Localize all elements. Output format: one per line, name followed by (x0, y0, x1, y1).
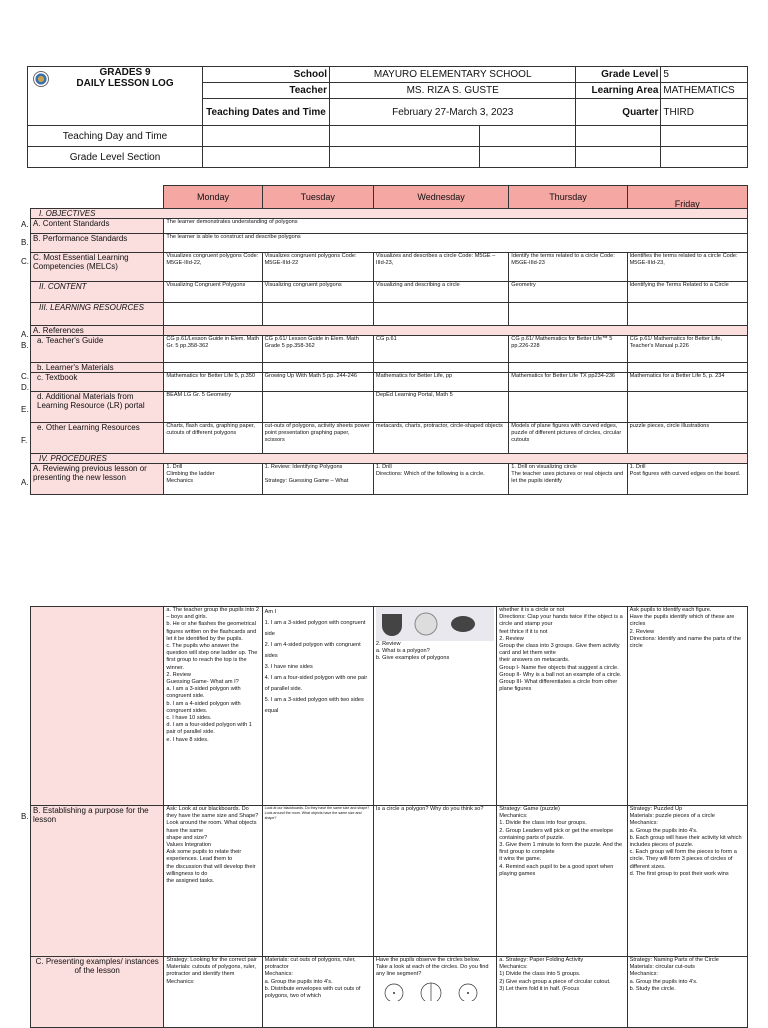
teacher-value: MS. RIZA S. GUSTE (330, 83, 576, 99)
content-thursday: Geometry (509, 282, 627, 303)
purpose-monday: Ask: Look at our blackboards. Do they have the same size and Shape? Look around the room. What objects have the same shape and size? Values Integration Ask some pupils to relate their experiences. Lead them to the discussion that will develop their willingness to do the assigned tasks. (164, 806, 262, 957)
melc-thursday: Identify the terms related to a circle Code: M5GE-IIId-23 (509, 253, 627, 282)
learners-label: b. Learner's Materials (31, 363, 164, 373)
marker-c: C. (21, 257, 29, 266)
other-wednesday: metacards, charts, protractor, circle-shaped objects (373, 423, 508, 454)
tg-tuesday: CG p.61/ Lesson Guide in Elem. Math Grade 5 pp.358-362 (262, 336, 373, 363)
other-friday: puzzle pieces, circle illustrations (627, 423, 747, 454)
additional-tuesday (262, 392, 373, 423)
dates-value: February 27-March 3, 2023 (330, 99, 576, 126)
other-monday: Charts, flash cards, graphing paper, cutouts of different polygons (164, 423, 262, 454)
melc-wednesday: Visualizes and describes a circle Code: M5GE – IIId-23, (373, 253, 508, 282)
grade-level-value: 5 (661, 67, 748, 83)
teacher-label: Teacher (203, 83, 330, 99)
melc-friday: Identifies the terms related to a circle Code: M5GE-IIId-23, (627, 253, 747, 282)
references-label: A. References (31, 326, 164, 336)
textbook-wednesday: Mathematics for Better Life, pp (373, 373, 508, 392)
dates-label: Teaching Dates and Time (203, 99, 330, 126)
tg-thursday: CG p.61/ Mathematics for Better Life™ 5 pp.226-228 (509, 336, 627, 363)
cont-thursday: whether it is a circle or not Directions: Clap your hands twice if the object is a circle and stamp your feet thrice if it is not 2. Review Group the class into 3 groups. Give them activity card and let them write their answers on metacards. Group I- Name five objects that suggest a circle. Group II- Why is a ball not an example of a circle. Group III- What differentiates a circle from other plane figures (497, 607, 627, 806)
resources-label: III. LEARNING RESOURCES (31, 303, 164, 326)
purpose-wednesday: Is a circle a polygon? Why do you think so? (373, 806, 496, 957)
title-cell (28, 67, 203, 126)
presenting-label: C. Presenting examples/ instances of the lesson (31, 957, 164, 1028)
cont-friday: Ask pupils to identify each figure. Have the pupils identify which of these are circles 2. Review Directions: Identify and name the parts of the circle (627, 607, 747, 806)
marker-a3: A. (21, 478, 29, 487)
quarter-label: Quarter (576, 99, 661, 126)
marker-c2: C. (21, 372, 29, 381)
textbook-label: c. Textbook (31, 373, 164, 392)
marker-b: B. (21, 238, 29, 247)
purpose-label: B. Establishing a purpose for the lesson (31, 806, 164, 957)
quarter-value: THIRD (661, 99, 748, 126)
textbook-tuesday: Growing Up With Math 5 pp. 244-246 (262, 373, 373, 392)
melc-label: C. Most Essential Learning Competencies (MELCs) (31, 253, 164, 282)
other-resources-label: e. Other Learning Resources (31, 423, 164, 454)
additional-wednesday: DepEd Learning Portal, Math 5 (373, 392, 508, 423)
additional-thursday (509, 392, 627, 423)
reviewing-tuesday: 1. Review: Identifying Polygons Strategy: Guessing Game – What (262, 464, 373, 495)
marker-b2: B. (21, 341, 29, 350)
textbook-friday: Mathematics for a Better Life 5, p. 234 (627, 373, 747, 392)
textbook-monday: Mathematics for Better Life 5, p.350 (164, 373, 262, 392)
performance-label: B. Performance Standards (31, 234, 164, 253)
additional-label: d. Additional Materials from Learning Resource (LR) portal (31, 392, 164, 423)
presenting-friday: Strategy: Naming Parts of the Circle Materials: circular cut-outs Mechanics: a. Group the pupils into 4's. b. Study the circle. (627, 957, 747, 1028)
tg-friday: CG p.61/ Mathematics for Better Life, Teacher's Manual p.226 (627, 336, 747, 363)
marker-d2: D. (21, 383, 29, 392)
cont-label-blank (31, 607, 164, 806)
performance-value: The learner is able to construct and describe polygons (164, 234, 748, 253)
log-title: DAILY LESSON LOG (76, 78, 174, 89)
school-label: School (203, 67, 330, 83)
day-header-tuesday: Tuesday (262, 186, 373, 209)
day-header-monday: Monday (164, 186, 262, 209)
cont-monday: a. The teacher group the pupils into 2 – boys and girls. b. He or she flashes the geometrical figures written on the flashcards and let it be identified by the pupils. c. The pupils who answer the question will step one ladder up. The first group to reach the top is the winner. 2. Review Guessing Game- What am I? a. I am a 3-sided polygon with congruent side. b. I am a 4-sided polygon with congruent sides. c. I have 10 sides. d. I am a four-sided polygon with 1 pair of parallel side. e. I have 8 sides. (164, 607, 262, 806)
content-tuesday: Visualizing congruent polygons (262, 282, 373, 303)
day-header-friday: Friday (627, 186, 747, 209)
procedures-heading: IV. PROCEDURES (31, 454, 748, 464)
day-time-label: Teaching Day and Time (28, 126, 203, 147)
marker-b3: B. (21, 812, 29, 821)
additional-monday: BEAM LG Gr. 5 Geometry (164, 392, 262, 423)
content-standards-label: A. Content Standards (31, 219, 164, 234)
presenting-wednesday-cell (373, 957, 496, 1028)
learning-area-value: MATHEMATICS (661, 83, 748, 99)
melc-tuesday: Visualizes congruent polygons Code: M5GE-IIId-22 (262, 253, 373, 282)
cont-tuesday: Am I 1. I am a 3-sided polygon with congruent side 2. I am 4-sided polygon with congruent sides 3. I have nine sides 4. I am a four-sided polygon with one pair of parallel side. 5. I am a 3-sided polygon with two sides equal (262, 607, 373, 806)
content-standards-value: The learner demonstrates understanding of polygons (164, 219, 748, 234)
reviewing-friday: 1. Drill Post figures with curved edges on the board. (627, 464, 747, 495)
additional-friday (627, 392, 747, 423)
lesson-log-table-continued (30, 606, 748, 1028)
presenting-tuesday: Materials: cut outs of polygons, ruler, protractor Mechanics: a. Group the pupils into 4's. b. Distribute envelopes with cut outs of polygons, two of which (262, 957, 373, 1028)
other-thursday: Models of plane figures with curved edges, puzzle of different pictures of circles, circular cutouts (509, 423, 627, 454)
marker-a2: A. (21, 330, 29, 339)
melc-monday: Visualizes congruent polygons Code: M5GE-IIId-22, (164, 253, 262, 282)
reviewing-thursday: 1. Drill on visualizing circle The teacher uses pictures or real objects and let the pupils identify (509, 464, 627, 495)
content-label: II. CONTENT (31, 282, 164, 303)
purpose-friday: Strategy: Puzzled Up Materials: puzzle pieces of a circle Mechanics: a. Group the pupils into 4's. b. Each group will have their activity kit which includes pieces of puzzle. c. Each group will form the pieces to form a circle. They will form 3 pieces of circles of different sizes. d. The first group to post their work wins (627, 806, 747, 957)
reviewing-wednesday: 1. Drill Directions: Which of the following is a circle. (373, 464, 508, 495)
cont-wednesday-cell (373, 607, 496, 806)
presenting-monday: Strategy: Looking for the correct pair Materials: cutouts of polygons, ruler, protractor and identify them Mechanics: (164, 957, 262, 1028)
learning-area-label: Learning Area (576, 83, 661, 99)
tg-wednesday: CG p.61 (373, 336, 508, 363)
circles-with-segments-icon (376, 979, 486, 1001)
purpose-tuesday: Look at our blackboards. Do they have the same size and shape? Look around the room. What objects have the same size and shape? (262, 806, 373, 957)
content-monday: Visualizing Congruent Polygons (164, 282, 262, 303)
oval-shape-icon (449, 615, 477, 633)
other-tuesday: cut-outs of polygons, activity sheets power point presentation graphing paper, scissors (262, 423, 373, 454)
day-header-wednesday: Wednesday (373, 186, 508, 209)
grades-title: GRADES 9 (99, 67, 151, 78)
content-friday: Identifying the Terms Related to a Circle (627, 282, 747, 303)
content-wednesday: Visualizing and describing a circle (373, 282, 508, 303)
marker-a: A. (21, 220, 29, 229)
textbook-thursday: Mathematics for Better Life TX pp234-236 (509, 373, 627, 392)
header-table (27, 66, 748, 168)
purpose-thursday: Strategy: Game (puzzle) Mechanics: 1. Divide the class into four groups. 2. Group Leaders will pick or get the envelope containing parts of puzzle. 3. Give them 1 minute to form the puzzle. And the first group to complete it wins the game. 4. Remind each pupil to be a good sport when playing games (497, 806, 627, 957)
school-value: MAYURO ELEMENTARY SCHOOL (330, 67, 576, 83)
shield-shape-icon (380, 612, 404, 636)
day-header-thursday: Thursday (509, 186, 627, 209)
objectives-heading: I. OBJECTIVES (31, 209, 748, 219)
marker-f2: F. (21, 436, 28, 445)
reviewing-label: A. Reviewing previous lesson or presenting the new lesson (31, 464, 164, 495)
lesson-log-table (30, 185, 748, 495)
section-label: Grade Level Section (28, 147, 203, 168)
teachers-guide-label: a. Teacher's Guide (31, 336, 164, 363)
circle-shapes-strip (376, 607, 494, 641)
reviewing-monday: 1. Drill Climbing the ladder Mechanics (164, 464, 262, 495)
circle-shape-icon (413, 611, 439, 637)
grade-level-label: Grade Level (576, 67, 661, 83)
tg-monday: CG p.61/Lesson Guide in Elem. Math Gr. 5 pp.358-362 (164, 336, 262, 363)
cont-wednesday: 2. Review a. What is a polygon? b. Give examples of polygons (375, 641, 450, 662)
presenting-thursday: a. Strategy: Paper Folding Activity Mechanics: 1) Divide the class into 5 groups. 2) Give each group a piece of circular cutout. 3) Let them fold it in half. (Focus (497, 957, 627, 1028)
presenting-wednesday: Have the pupils observe the circles below. Take a look at each of the circles. Do you find any line segment? (375, 957, 489, 978)
marker-e2: E. (21, 405, 29, 414)
